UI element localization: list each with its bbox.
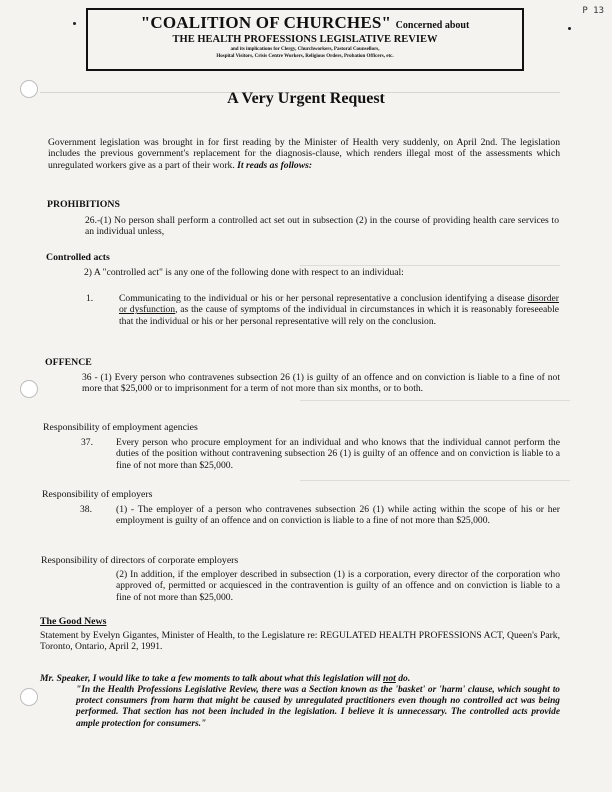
- letterhead-title-text: "COALITION OF CHURCHES": [140, 13, 392, 32]
- page-number-note: P 13: [582, 6, 604, 16]
- bleed-through-text: [300, 400, 570, 401]
- intro-reads: It reads as follows:: [237, 159, 313, 171]
- speech-lead-text-b: do.: [395, 673, 411, 684]
- bleed-through-text: [300, 265, 560, 266]
- section-heading-employment-agencies: Responsibility of employment agencies: [43, 422, 198, 433]
- scan-mark-dot: [73, 22, 76, 25]
- section-heading-offence: OFFENCE: [45, 357, 92, 368]
- punch-hole-middle: [20, 380, 38, 398]
- speech-lead: [40, 673, 560, 684]
- scan-mark-dot: [568, 27, 571, 30]
- intro-paragraph: [48, 137, 560, 171]
- letterhead-tagline-2: Hospital Visitors, Crisis Centre Workers, Religious Orders, Probation Officers, etc.: [216, 54, 394, 59]
- controlled-act-item-number: 1.: [86, 293, 94, 304]
- controlled-act-item-text-a: Communicating to the individual or his or her personal representative a conclusion identifying a disease: [119, 293, 528, 304]
- employers-text: (1) - The employer of a person who contravenes subsection 26 (1) while acting within the scope of his or her employment is guilty of an offence and on conviction is liable to a fine of not more than $25,000.: [116, 504, 560, 527]
- minister-quote: "In the Health Professions Legislative Review, there was a Section known as the 'basket' or 'harm' clause, which sought to protect consumers from harm that might be caused by unregulated practitioners even though no controlled act was being performed. That section has not been included in the legislation. I believe it is unnecessary. The controlled acts provide ample protection for consumers.": [76, 685, 560, 729]
- letterhead-title: [88, 13, 522, 33]
- speech-lead-text-a: Mr. Speaker, I would like to take a few moments to talk about what this legislation will: [40, 673, 384, 684]
- section-heading-prohibitions: PROHIBITIONS: [47, 199, 120, 210]
- page-title: A Very Urgent Request: [227, 90, 385, 107]
- bleed-through-text: [300, 480, 570, 481]
- employment-agencies-number: 37.: [81, 437, 93, 448]
- section-heading-controlled-acts: Controlled acts: [46, 252, 110, 263]
- section-heading-employers: Responsibility of employers: [42, 489, 153, 500]
- good-news-statement: Statement by Evelyn Gigantes, Minister of Health, to the Legislature re: REGULATED HEALTH PROFESSIONS ACT, Queen's Park, Toronto, Ontario, April 2, 1991.: [40, 630, 560, 653]
- prohibitions-text: 26.-(1) No person shall perform a controlled act set out in subsection (2) in the course of providing health care services to an individual unless,: [85, 215, 559, 238]
- controlled-act-item-text-b: , as the cause of symptoms of the individual in circumstances in which it is reasonably foreseeable that the individual or his or her personal representative will rely on the conclusion.: [119, 304, 559, 327]
- letterhead-title-suffix: Concerned about: [395, 20, 470, 31]
- controlled-act-item-underlined: disorder or dysfunction: [119, 293, 559, 316]
- letterhead-tagline-1: and its implications for Clergy, Churchworkers, Pastoral Counsellors,: [230, 47, 380, 52]
- section-heading-directors: Responsibility of directors of corporate employers: [41, 555, 239, 566]
- letterhead: [86, 8, 524, 71]
- punch-hole-bottom: [20, 688, 38, 706]
- speech-lead-underlined: not: [383, 673, 396, 684]
- controlled-act-item: [119, 293, 559, 327]
- employment-agencies-text: Every person who procure employment for an individual and who knows that the individual cannot perform the duties of the position without contravening subsection 26 (1) is guilty of an offence and on conviction is liable to a fine of not more than $25,000.: [116, 437, 560, 471]
- section-heading-good-news: The Good News: [40, 616, 107, 627]
- employers-number: 38.: [80, 504, 92, 515]
- intro-text: Government legislation was brought in for first reading by the Minister of Health very suddenly, on April 2nd. The legislation includes the previous government's replacement for the diagnosis-clause, which renders illegal most of the assessments which unregulated workers give as a part of their work.: [48, 137, 560, 171]
- directors-text: (2) In addition, if the employer described in subsection (1) is a corporation, every director of the corporation who approved of, permitted or acquiesced in the contravention is guilty of an offence and on conviction is liable to a fine of not more than $25,000.: [116, 569, 560, 603]
- controlled-acts-intro: 2) A "controlled act" is any one of the following done with respect to an individual:: [84, 267, 404, 278]
- letterhead-subtitle: THE HEALTH PROFESSIONS LEGISLATIVE REVIEW: [172, 34, 438, 45]
- offence-text: 36 - (1) Every person who contravenes subsection 26 (1) is guilty of an offence and on conviction is liable to a fine of not more that $25,000 or to imprisonment for a term of not more than six months, or to both.: [82, 372, 560, 395]
